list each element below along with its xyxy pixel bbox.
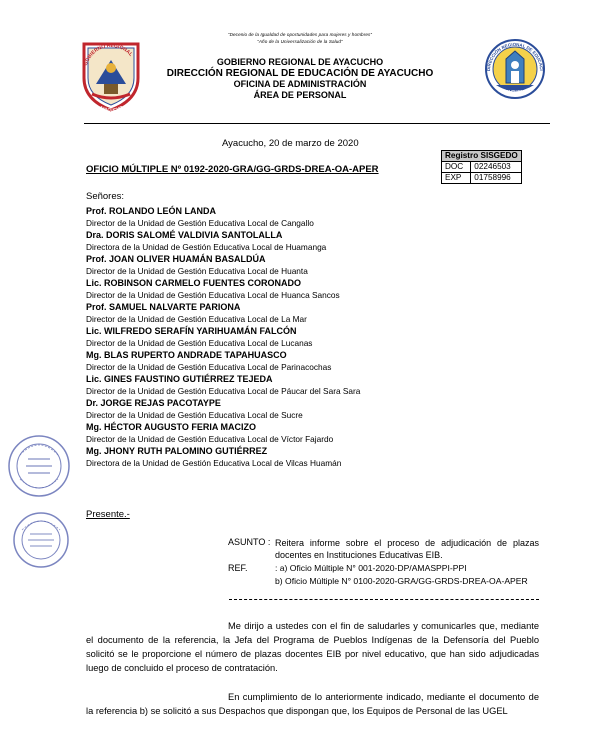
letterhead-line-2: DIRECCIÓN REGIONAL DE EDUCACIÓN DE AYACUCHO [166, 68, 434, 79]
sisgedo-register-table [441, 150, 522, 184]
presente-closing: Presente.- [86, 509, 130, 520]
recipient-name: Lic. WILFREDO SERAFÍN YARIHUAMÁN FALCÓN [86, 326, 297, 336]
recipient-name: Dr. JORGE REJAS PACOTAYPE [86, 398, 221, 408]
recipient-name: Prof. JOAN OLIVER HUAMÁN BASALDÚA [86, 254, 266, 264]
recipient-name: Prof. ROLANDO LEÓN LANDA [86, 206, 216, 216]
recipient-post: Director de la Unidad de Gestión Educativa Local de Huanta [86, 266, 308, 276]
motto-line-1: “Decenio de la Igualdad de oportunidades para mujeres y hombres” [227, 32, 373, 37]
recipient-post: Director de la Unidad de Gestión Educativa Local de Cangallo [86, 218, 314, 228]
recipient-item [86, 421, 446, 445]
recipient-item [86, 301, 446, 325]
sisgedo-label: EXP [442, 173, 471, 184]
logo-right-text-bottom: AYACUCHO [502, 89, 528, 94]
recipient-name: Mg. HÉCTOR AUGUSTO FERIA MACIZO [86, 422, 256, 432]
recipient-name: Prof. SAMUEL NALVARTE PARIONA [86, 302, 241, 312]
recipient-name: Mg. JHONY RUTH PALOMINO GUTIÉRREZ [86, 446, 268, 456]
document-date: Ayacucho, 20 de marzo de 2020 [222, 138, 359, 149]
sisgedo-value: 02246503 [471, 162, 522, 173]
institutional-motto [180, 31, 420, 45]
recipient-post: Director de la Unidad de Gestión Educativa Local de Huanca Sancos [86, 290, 340, 300]
letterhead-line-1: GOBIERNO REGIONAL DE AYACUCHO [216, 57, 384, 67]
sisgedo-label: DOC [442, 162, 471, 173]
gobierno-regional-logo [78, 38, 144, 112]
body-paragraph-1: Me dirijo a ustedes con el fin de saludarles y comunicarles que, mediante el documento de la referencia, la Jefa del Programa de Pueblos Indígenas de la Defensoría del Pueblo solicitó se le proporcione el número de plazas docentes EIB por nivel educativo, que han sido adjudicadas luego de concluido el proceso de contratación. [86, 621, 539, 673]
recipient-list [86, 205, 446, 469]
recipient-item [86, 253, 446, 277]
recipient-item [86, 373, 446, 397]
recipient-name: Lic. ROBINSON CARMELO FUENTES CORONADO [86, 278, 302, 288]
recipient-item [86, 277, 446, 301]
ref-label: REF. [228, 563, 248, 573]
recipient-post: Director de la Unidad de Gestión Educativa Local de Páucar del Sara Sara [86, 386, 361, 396]
recipient-item [86, 229, 446, 253]
letterhead-title [150, 57, 450, 101]
oficio-number: OFICIO MÚLTIPLE Nº 0192-2020-GRA/GG-GRDS-DREA-OA-APER [86, 164, 379, 175]
salutation: Señores: [86, 191, 125, 202]
body-paragraph-2: En cumplimiento de lo anteriormente indicado, mediante el documento de la referencia b) se solicitó a sus Despachos que dispongan que, los Equipos de Personal de las UGEL [86, 692, 539, 716]
official-stamp-seal [10, 510, 72, 570]
sisgedo-value: 01758996 [471, 173, 522, 184]
logo-right-text-top: DIRECCIÓN REGIONAL DE EDUCACI [485, 41, 545, 72]
logo-left-text-bottom: AYACUCHO [98, 104, 124, 112]
logo-left-text-top: GOBIERNO REGIONAL [82, 42, 134, 67]
letterhead-line-4: ÁREA DE PERSONAL [253, 90, 347, 100]
recipient-post: Directora de la Unidad de Gestión Educativa Local de Huamanga [86, 242, 327, 252]
recipient-item [86, 397, 446, 421]
section-separator [229, 599, 539, 600]
recipient-post: Director de la Unidad de Gestión Educativa Local de La Mar [86, 314, 307, 324]
recipient-post: Director de la Unidad de Gestión Educativa Local de Parinacochas [86, 362, 332, 372]
ref-item-a: : a) Oficio Múltiple N° 001-2020-DP/AMASPPI-PPI [275, 563, 467, 573]
recipient-item [86, 445, 446, 469]
header-rule [84, 123, 550, 124]
sisgedo-row [442, 162, 522, 173]
recipient-name: Dra. DORIS SALOMÉ VALDIVIA SANTOLALLA [86, 230, 283, 240]
ref-item-b: b) Oficio Múltiple N° 0100-2020-GRA/GG-GRDS-DREA-OA-APER [275, 576, 528, 586]
recipient-name: Mg. BLAS RUPERTO ANDRADE TAPAHUASCO [86, 350, 287, 360]
recipient-post: Director de la Unidad de Gestión Educativa Local de Víctor Fajardo [86, 434, 334, 444]
recipient-item [86, 349, 446, 373]
recipient-post: Directora de la Unidad de Gestión Educativa Local de Vilcas Huamán [86, 458, 342, 468]
recipient-item [86, 325, 446, 349]
recipient-post: Director de la Unidad de Gestión Educativa Local de Sucre [86, 410, 303, 420]
recipient-name: Lic. GINES FAUSTINO GUTIÉRREZ TEJEDA [86, 374, 273, 384]
letterhead-line-3: OFICINA DE ADMINISTRACIÓN [233, 79, 367, 89]
official-stamp-seal [6, 433, 72, 499]
drea-logo [484, 35, 546, 107]
recipient-item [86, 205, 446, 229]
sisgedo-row [442, 173, 522, 184]
asunto-label: ASUNTO : [228, 537, 271, 547]
motto-line-2: “Año de la Universalización de la Salud” [257, 39, 343, 44]
recipient-post: Director de la Unidad de Gestión Educativa Local de Lucanas [86, 338, 313, 348]
asunto-text: Reitera informe sobre el proceso de adjudicación de plazas docentes en Instituciones Educativas EIB. [275, 538, 539, 560]
sisgedo-title: Registro SISGEDO [442, 151, 522, 162]
